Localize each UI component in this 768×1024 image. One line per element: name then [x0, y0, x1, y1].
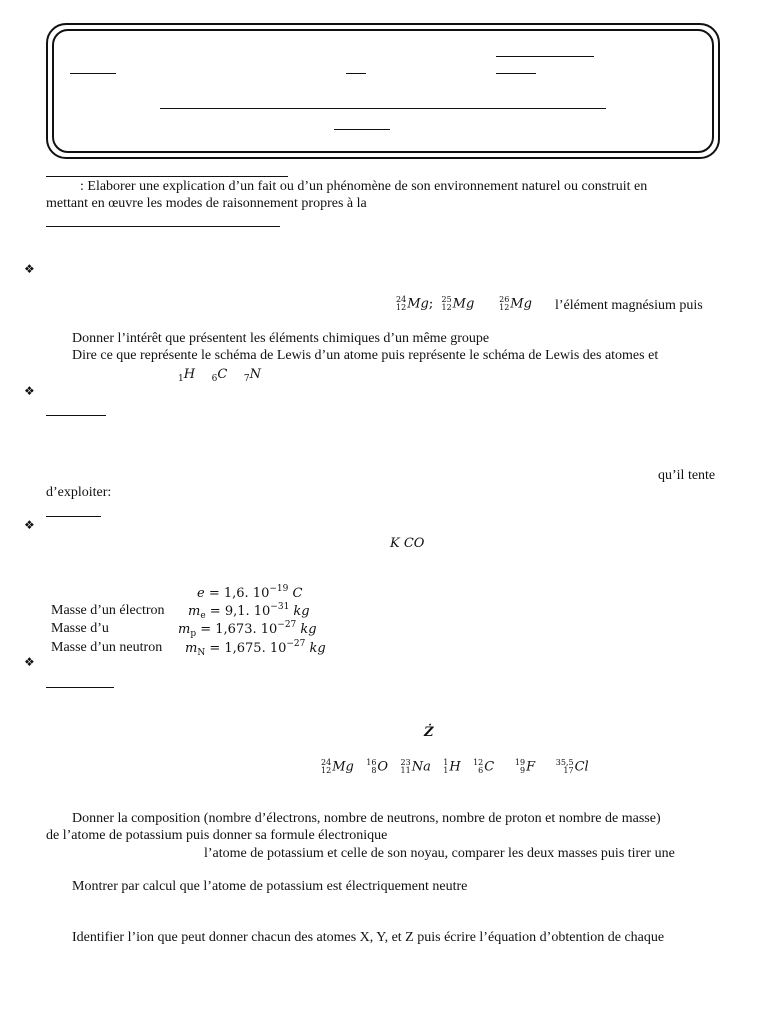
header-blank-right — [496, 73, 536, 74]
intro-blank-line — [46, 226, 280, 227]
section2-title-line — [46, 415, 106, 416]
question-neutre: Montrer par calcul que l’atome de potassium est électriquement neutre — [72, 879, 468, 894]
isotope-o: 16 8 O — [366, 758, 389, 775]
mg-isotopes: 24 12 Mg; 25 12 Mg 26 12 Mg — [396, 295, 532, 312]
header-title-line — [160, 108, 606, 109]
bullet-icon: ❖ — [24, 384, 35, 398]
header-blank-middle — [346, 73, 366, 74]
bullet-icon: ❖ — [24, 518, 35, 532]
question-masse: l’atome de potassium et celle de son noyau, comparer les deux masses puis tirer une — [204, 846, 675, 861]
isotope-f: 19 9 F — [514, 758, 536, 775]
mass-electron-label: Masse d’un électron — [51, 603, 165, 618]
text-tente: qu’il tente — [658, 468, 716, 483]
isotope-mg: 24 12 Mg — [321, 758, 354, 775]
section4-title-line — [46, 687, 114, 688]
question-ion: Identifier l’ion que peut donner chacun des atomes X, Y, et Z puis écrire l’équation d’obtention de chaque — [72, 930, 665, 945]
isotope-na: 23 11 Na — [400, 758, 431, 775]
isotope-mg-24: 24 12 Mg — [396, 295, 429, 312]
intro-line-2: mettant en œuvre les modes de raisonnement propres à la — [46, 196, 367, 211]
question-composition-2: de l’atome de potassium puis donner sa formule électronique — [46, 828, 388, 843]
isotope-h: 1 1 H — [443, 758, 461, 775]
mass-electron-value: $m_e = 9,1$. $10^{-31}$ kg — [188, 602, 310, 621]
k-co-symbols: K CO — [390, 536, 425, 551]
isotope-c: 12 6 C — [473, 758, 495, 775]
atom-h: $_1$H — [178, 367, 196, 384]
text-exploiter: d’exploiter: — [46, 485, 112, 500]
isotope-cl: 35,5 17 Cl — [555, 758, 589, 775]
question-lewis: Dire ce que représente le schéma de Lewis d’un atome puis représente le schéma de Lewis des atomes et — [72, 348, 659, 363]
isotope-mg-25: 25 12 Mg — [441, 295, 475, 312]
bullet-icon: ❖ — [24, 655, 35, 669]
atom-n: $_7$N — [243, 367, 261, 384]
charge-elementaire: e = 1,6. $10^{-19}$ C — [197, 584, 303, 601]
mass-proton-label: Masse d’u — [51, 621, 109, 636]
header-frame-inner — [52, 29, 714, 153]
mass-neutron-value: $m_N = 1,675$. $10^{-27}$ kg — [185, 639, 326, 658]
header-subtitle-line — [334, 129, 390, 130]
lewis-atoms — [178, 367, 261, 384]
question-composition-1: Donner la composition (nombre d’électrons, nombre de neutrons, nombre de proton et nombre de masse) — [72, 811, 661, 826]
mass-neutron-label: Masse d’un neutron — [51, 640, 163, 655]
intro-underline — [46, 176, 288, 177]
isotope-mg-26: 26 12 Mg — [499, 295, 532, 312]
z-dot-symbol: Ż — [424, 725, 434, 740]
element-magnesium-text: l’élément magnésium puis — [555, 298, 703, 313]
mass-proton-value: $m_p = 1,673$. $10^{-27}$ kg — [178, 620, 317, 639]
question-groupe: Donner l’intérêt que présentent les éléments chimiques d’un même groupe — [72, 331, 490, 346]
intro-line-1: : Elaborer une explication d’un fait ou d’un phénomène de son environnement naturel ou construit en — [80, 179, 648, 194]
atom-c: $_6$C — [211, 367, 228, 384]
header-blank-left — [70, 73, 116, 74]
header-blank-top-right — [496, 56, 594, 57]
section3-title-line — [46, 516, 101, 517]
element-list — [321, 759, 589, 775]
bullet-icon: ❖ — [24, 262, 35, 276]
